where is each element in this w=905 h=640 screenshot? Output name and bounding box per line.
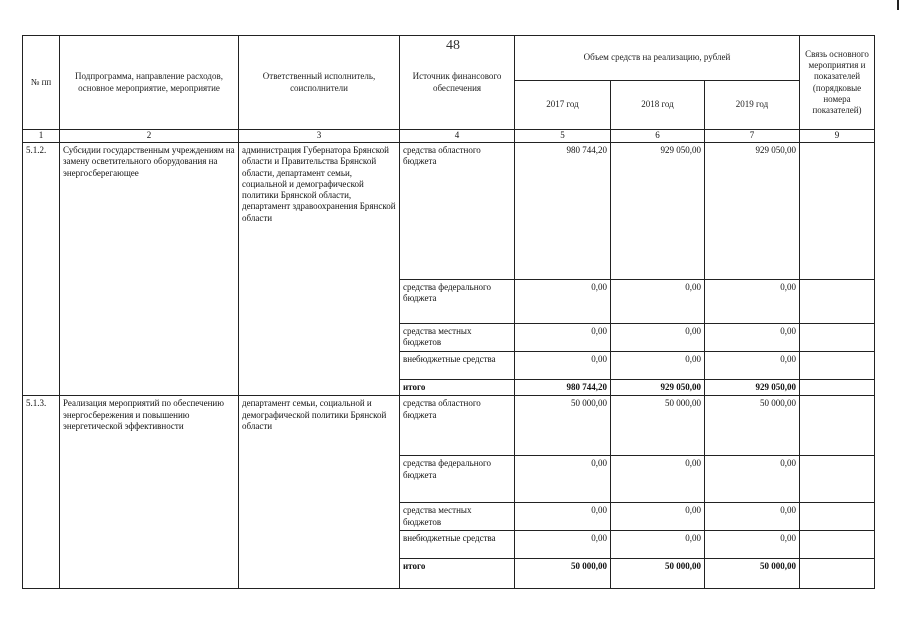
source-cell: средства федерального бюджета — [400, 456, 515, 503]
item-name: Субсидии государственным учреждениям на замену осветительного оборудования на энергосберегающее — [60, 143, 239, 396]
value-2017: 50 000,00 — [515, 396, 611, 456]
link-cell — [800, 143, 875, 280]
index-cell: 9 — [800, 130, 875, 143]
table-row — [23, 143, 875, 280]
value-2019: 50 000,00 — [705, 559, 800, 589]
item-executor: департамент семьи, социальной и демографической политики Брянской области — [239, 396, 400, 589]
header-source: Источник финансового обеспечения — [400, 36, 515, 130]
value-2019: 0,00 — [705, 280, 800, 324]
value-2017: 0,00 — [515, 503, 611, 531]
index-cell: 4 — [400, 130, 515, 143]
item-executor: администрация Губернатора Брянской области и Правительства Брянской области, департамент семьи, социальной и демографической политики Брянской области, департамент здравоохранения Брянской области — [239, 143, 400, 396]
index-cell: 5 — [515, 130, 611, 143]
value-2018: 0,00 — [611, 352, 705, 380]
source-cell: средства областного бюджета — [400, 143, 515, 280]
value-2017: 980 744,20 — [515, 380, 611, 396]
value-2019: 0,00 — [705, 503, 800, 531]
value-2018: 50 000,00 — [611, 396, 705, 456]
header-year-2017: 2017 год — [515, 81, 611, 130]
source-cell: средства областного бюджета — [400, 396, 515, 456]
value-2018: 0,00 — [611, 324, 705, 352]
item-number: 5.1.3. — [23, 396, 60, 589]
link-cell — [800, 380, 875, 396]
margin-mark — [897, 0, 899, 10]
link-cell — [800, 559, 875, 589]
index-cell: 6 — [611, 130, 705, 143]
item-name: Реализация мероприятий по обеспечению энергосбережения и повышению энергетической эффективности — [60, 396, 239, 589]
header-executor: Ответственный исполнитель, соисполнители — [239, 36, 400, 130]
index-cell: 3 — [239, 130, 400, 143]
value-2017: 0,00 — [515, 324, 611, 352]
source-cell: средства местных бюджетов — [400, 324, 515, 352]
header-program: Подпрограмма, направление расходов, основное мероприятие, мероприятие — [60, 36, 239, 130]
link-cell — [800, 456, 875, 503]
source-cell: средства федерального бюджета — [400, 280, 515, 324]
value-2018: 0,00 — [611, 280, 705, 324]
value-2018: 929 050,00 — [611, 143, 705, 280]
value-2017: 0,00 — [515, 456, 611, 503]
value-2019: 0,00 — [705, 531, 800, 559]
source-cell: итого — [400, 559, 515, 589]
value-2019: 50 000,00 — [705, 396, 800, 456]
link-cell — [800, 352, 875, 380]
header-year-2019: 2019 год — [705, 81, 800, 130]
value-2017: 50 000,00 — [515, 559, 611, 589]
link-cell — [800, 503, 875, 531]
value-2019: 929 050,00 — [705, 380, 800, 396]
header-link: Связь основного мероприятия и показателей (порядковые номера показателей) — [800, 36, 875, 130]
item-number: 5.1.2. — [23, 143, 60, 396]
index-cell: 2 — [60, 130, 239, 143]
source-cell: средства местных бюджетов — [400, 503, 515, 531]
source-cell: итого — [400, 380, 515, 396]
table-row — [23, 396, 875, 456]
source-cell: внебюджетные средства — [400, 531, 515, 559]
link-cell — [800, 280, 875, 324]
header-row-1 — [23, 36, 875, 81]
value-2018: 50 000,00 — [611, 559, 705, 589]
value-2019: 0,00 — [705, 324, 800, 352]
index-cell: 1 — [23, 130, 60, 143]
value-2017: 0,00 — [515, 531, 611, 559]
value-2017: 980 744,20 — [515, 143, 611, 280]
source-cell: внебюджетные средства — [400, 352, 515, 380]
value-2019: 0,00 — [705, 352, 800, 380]
value-2019: 0,00 — [705, 456, 800, 503]
value-2018: 929 050,00 — [611, 380, 705, 396]
link-cell — [800, 531, 875, 559]
index-row — [23, 130, 875, 143]
link-cell — [800, 324, 875, 352]
link-cell — [800, 396, 875, 456]
budget-table — [22, 35, 875, 589]
value-2017: 0,00 — [515, 352, 611, 380]
value-2018: 0,00 — [611, 531, 705, 559]
header-year-2018: 2018 год — [611, 81, 705, 130]
value-2018: 0,00 — [611, 456, 705, 503]
page-number: 48 — [446, 38, 460, 53]
value-2018: 0,00 — [611, 503, 705, 531]
header-num: № пп — [23, 36, 60, 130]
value-2017: 0,00 — [515, 280, 611, 324]
header-volume: Объем средств на реализацию, рублей — [515, 36, 800, 81]
index-cell: 7 — [705, 130, 800, 143]
value-2019: 929 050,00 — [705, 143, 800, 280]
